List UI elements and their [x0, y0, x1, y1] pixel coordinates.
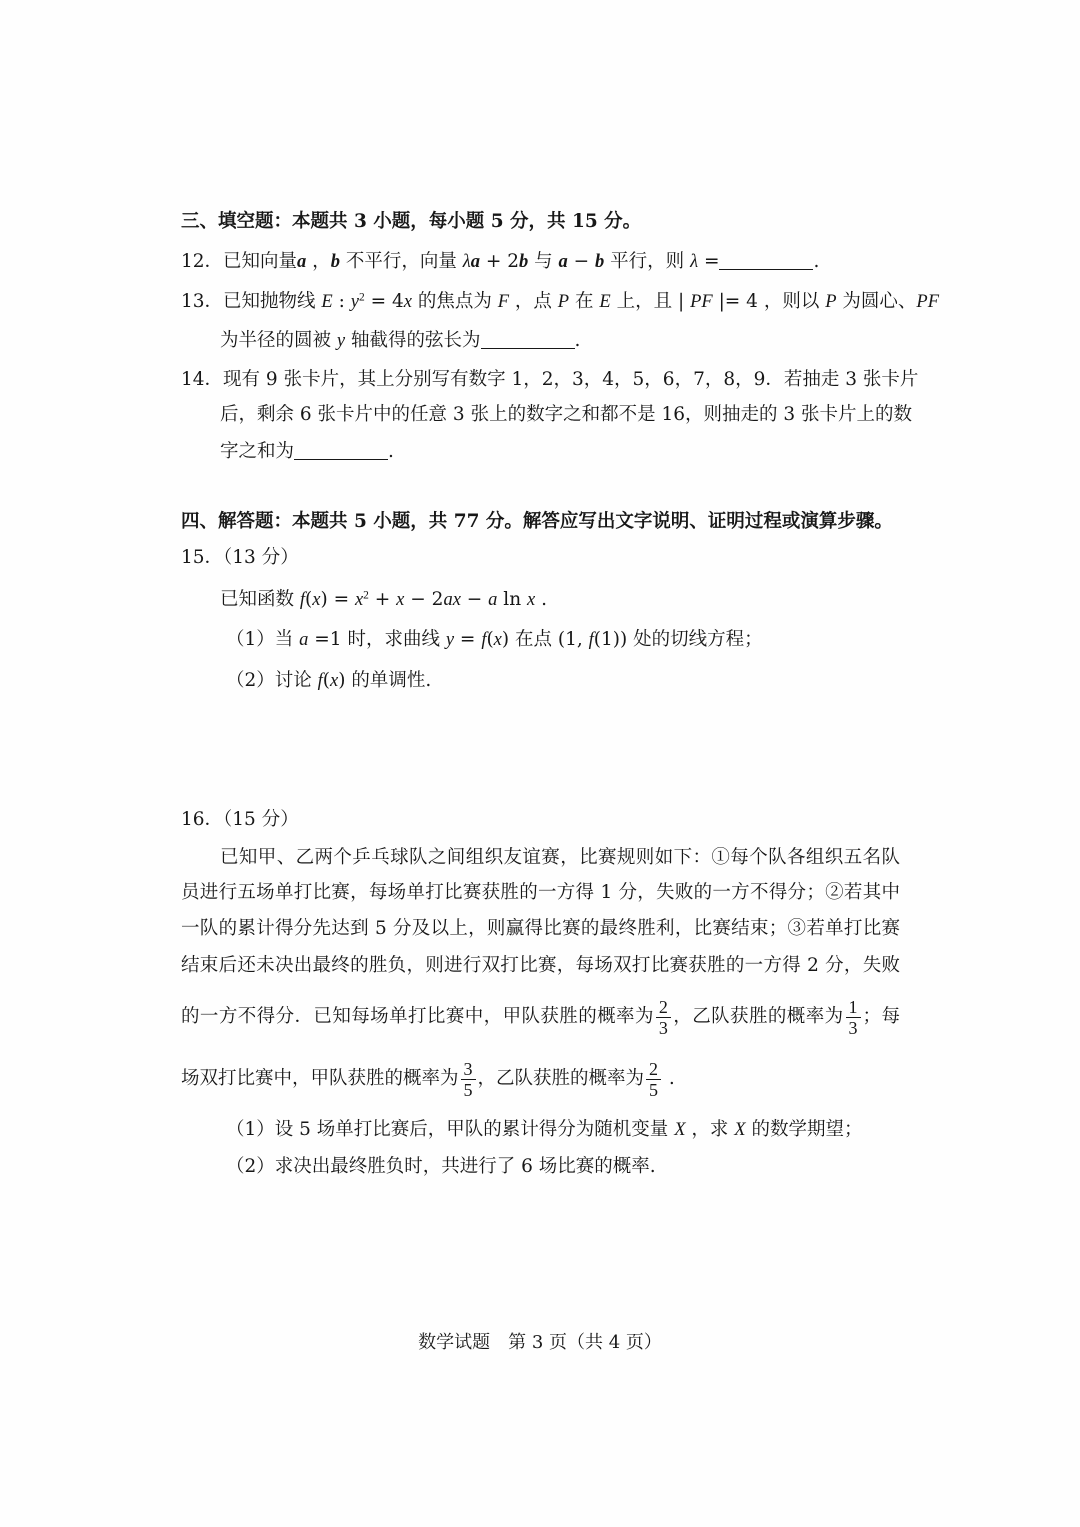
text-run: 一队的累计得分先达到 5 分及以上，则赢得比赛的最终胜利，比赛结束；③若单打比赛 [181, 918, 900, 939]
text-run: 已知甲、乙两个乒乓球队之间组织友谊赛，比赛规则如下：①每个队各组织五名队 [220, 847, 900, 868]
math-variable: b [595, 252, 605, 272]
math-variable: a [470, 252, 480, 272]
text-run: ，求 [685, 1119, 735, 1140]
fraction-denominator: 3 [848, 1017, 858, 1038]
page-footer: 数学试题 第 3 页（共 4 页） [418, 1332, 662, 1353]
q14-line-1 [181, 368, 919, 392]
section-heading-solutions: 四、解答题：本题共 5 小题，共 77 分。解答应写出文字说明、证明过程或演算步骤。 [181, 511, 893, 532]
text-run: 轴截得的弦长为 [345, 330, 481, 351]
fraction [461, 1059, 476, 1100]
text-run: （2）讨论 [226, 670, 318, 691]
fraction-denominator: 5 [463, 1079, 473, 1100]
math-variable: x [493, 630, 502, 650]
text-run: ( [305, 589, 313, 610]
text-run: (1)) 处的切线方程； [593, 629, 763, 650]
q16-line-5 [181, 993, 900, 1041]
section-heading-fill-in: 三、填空题：本题共 3 小题，每小题 5 分，共 15 分。 [181, 211, 642, 232]
math-variable: a [297, 252, 307, 272]
text-run: 场双打比赛中，甲队获胜的概率为 [181, 1068, 459, 1089]
text-run: 已知函数 [220, 589, 300, 610]
answer-blank [481, 330, 575, 350]
superscript: 2 [358, 291, 365, 304]
math-variable: y [336, 331, 346, 351]
text-run: 的焦点为 [411, 291, 498, 312]
text-run: ；每 [862, 1006, 900, 1027]
text-run: . [663, 1068, 675, 1089]
text-run: = 4 [364, 291, 404, 312]
text-run: ) 的单调性. [338, 670, 432, 691]
math-variable: P [557, 292, 570, 312]
text-run: + [368, 589, 397, 610]
text-run: 字之和为 [220, 441, 295, 462]
fraction-numerator: 2 [656, 997, 671, 1018]
text-run: 为圆心、 [836, 291, 917, 312]
fraction-denominator: 5 [649, 1079, 659, 1100]
fraction [646, 1059, 661, 1100]
answer-blank [719, 251, 813, 271]
text-run: ln [497, 589, 528, 610]
text-run: ，乙队获胜的概率为 [477, 1068, 645, 1089]
math-variable: x [403, 292, 412, 312]
q16-line-6 [181, 1055, 675, 1103]
text-run: ) = [320, 589, 355, 610]
text-run: 在 [569, 291, 600, 312]
q14-line-2 [220, 403, 913, 427]
math-variable: a [558, 252, 568, 272]
q16-line-4 [181, 954, 900, 978]
q12-line-1 [181, 250, 819, 274]
math-variable: y [445, 630, 455, 650]
text-run: （2）求决出最终胜负时，共进行了 6 场比赛的概率. [226, 1156, 656, 1177]
text-run: 14．现有 9 张卡片，其上分别写有数字 1，2，3，4，5，6，7，8，9．若抽走 3 张卡片 [181, 369, 919, 390]
text-run: |= 4 ，则以 [712, 291, 826, 312]
text-run: 为半径的圆被 [220, 330, 337, 351]
text-run: = [454, 629, 482, 650]
q16-line-1 [220, 846, 900, 870]
text-run: − [460, 589, 489, 610]
text-run: 的一方不得分．已知每场单打比赛中，甲队获胜的概率为 [181, 1006, 654, 1027]
text-run: （1）设 5 场单打比赛后，甲队的累计得分为随机变量 [226, 1119, 675, 1140]
text-run: : [332, 291, 351, 312]
text-run: + 2 [479, 251, 520, 272]
fraction-denominator: 3 [658, 1017, 668, 1038]
fraction [656, 997, 671, 1038]
math-variable: ax [443, 590, 461, 610]
text-run: 平行，则 [604, 251, 691, 272]
text-run: 后，剩余 6 张卡片中的任意 3 张上的数字之和都不是 16，则抽走的 3 张卡片上的数 [220, 404, 913, 425]
math-variable: f [588, 630, 594, 650]
text-run: − 2 [404, 589, 444, 610]
q16-part-1 [226, 1118, 862, 1142]
text-run: 15．（13 分） [181, 547, 299, 568]
q15-stem [220, 588, 547, 612]
q13-line-2 [220, 329, 580, 353]
math-variable: x [330, 671, 339, 691]
text-run: 12．已知向量 [181, 251, 298, 272]
math-variable: PF [916, 292, 940, 312]
text-run: 上，且 | [610, 291, 691, 312]
text-run: 员进行五场单打比赛，每场单打比赛获胜的一方得 1 分，失败的一方不得分；②若其中 [181, 882, 900, 903]
text-run: ) 在点 (1, [501, 629, 589, 650]
q16-part-2 [226, 1155, 656, 1179]
q16-line-3 [181, 917, 900, 941]
text-run: − [567, 251, 596, 272]
text-run: . [813, 251, 820, 272]
math-variable: PF [690, 292, 713, 312]
math-variable: x [527, 590, 536, 610]
text-run: ，点 [509, 291, 558, 312]
math-variable: F [497, 292, 510, 312]
text-run: =1 时，求曲线 [308, 629, 446, 650]
fraction-numerator: 2 [646, 1059, 661, 1080]
text-run: = [698, 251, 720, 272]
fraction-numerator: 1 [846, 997, 861, 1018]
math-variable: b [519, 252, 529, 272]
q13-line-1 [181, 290, 940, 314]
text-run: ，乙队获胜的概率为 [672, 1006, 844, 1027]
text-run: 结束后还未决出最终的胜负，则进行双打比赛，每场双打比赛获胜的一方得 2 分，失败 [181, 955, 900, 976]
text-run: （1）当 [226, 629, 300, 650]
math-variable: E [321, 292, 333, 312]
text-run: 与 [528, 251, 559, 272]
q14-line-3 [220, 440, 394, 464]
math-variable: f [299, 590, 306, 610]
math-variable: x [396, 590, 405, 610]
text-run: . [574, 330, 581, 351]
text-run: 的数学期望； [745, 1119, 863, 1140]
math-variable: X [674, 1120, 686, 1140]
math-variable: P [825, 292, 837, 312]
text-run: 不平行，向量 [339, 251, 463, 272]
q16-line-2 [181, 881, 900, 905]
math-variable: x [312, 590, 321, 610]
math-variable: E [599, 292, 611, 312]
math-variable: f [481, 630, 487, 650]
fraction [846, 997, 861, 1038]
text-run: 13．已知抛物线 [181, 291, 322, 312]
math-variable: f [317, 671, 323, 691]
text-run: ， [306, 251, 331, 272]
math-variable: b [330, 252, 340, 272]
q15-part-2 [226, 669, 431, 693]
math-variable: a [299, 630, 309, 650]
text-run: . [535, 589, 547, 610]
text-run: ( [486, 629, 494, 650]
superscript: 2 [363, 589, 369, 602]
math-variable: a [488, 590, 498, 610]
math-variable: x [354, 590, 364, 610]
text-run: . [388, 441, 394, 462]
fraction-numerator: 3 [461, 1059, 476, 1080]
q16-title [181, 808, 299, 832]
q15-title [181, 546, 299, 570]
math-variable: λ [690, 252, 699, 272]
text-run: ( [322, 670, 331, 691]
math-variable: X [734, 1120, 746, 1140]
text-run: 16．（15 分） [181, 809, 299, 830]
math-variable: y [350, 292, 359, 312]
answer-blank [294, 441, 388, 461]
q15-part-1 [226, 628, 763, 652]
math-variable: λ [462, 252, 471, 272]
